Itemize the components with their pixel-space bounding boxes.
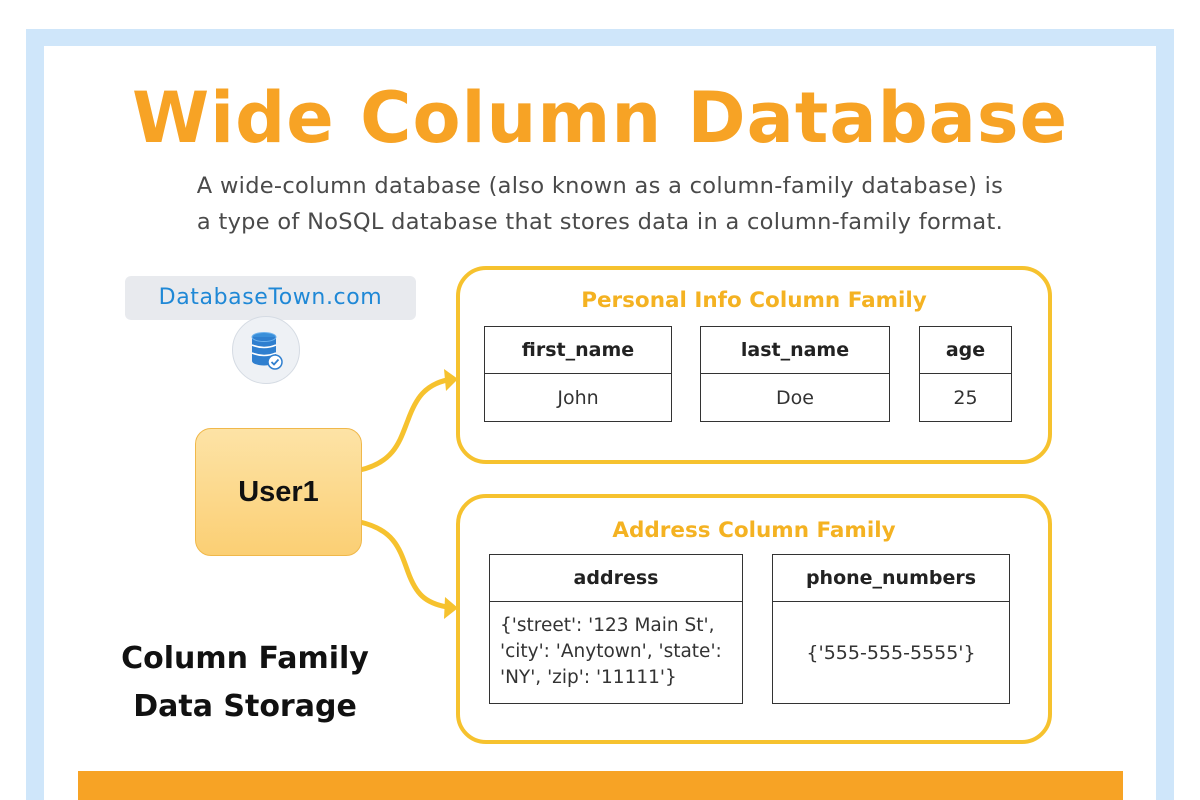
column-phone-numbers [772,554,1010,704]
column-last-name [700,326,890,422]
column-header: address [490,555,742,602]
column-value: Doe [776,387,814,409]
personal-info-family [456,266,1052,464]
arrow-to-personal [360,380,447,470]
personal-family-title: Personal Info Column Family [581,288,927,313]
address-family-title: Address Column Family [612,518,896,543]
column-age [919,326,1012,422]
column-value: John [557,387,599,409]
column-value [490,613,742,703]
address-value-line-1: {'street': '123 Main St', [500,615,715,636]
column-header: age [920,327,1011,374]
subtitle-line-2: a type of NoSQL database that stores data in a column-family format. [196,209,1004,235]
brand-site-label: DatabaseTown.com [125,276,416,320]
column-header: first_name [485,327,671,374]
row-key-box: User1 [195,428,362,556]
bottom-banner [78,771,1123,800]
caption-line-2: Data Storage [133,689,357,724]
caption-line-1: Column Family [121,641,369,676]
column-value: {'555-555-5555'} [806,642,976,664]
address-value-line-3: 'NY', 'zip': '11111'} [500,667,677,688]
address-value-line-2: 'city': 'Anytown', 'state': [500,641,722,662]
address-family [456,494,1052,744]
arrow-to-address [360,522,447,607]
column-header: phone_numbers [773,555,1009,602]
column-first-name [484,326,672,422]
column-value: 25 [953,387,978,409]
page-title: Wide Column Database [131,77,1069,159]
subtitle-line-1: A wide-column database (also known as a column-family database) is [196,173,1004,199]
column-address [489,554,743,704]
column-header: last_name [701,327,889,374]
